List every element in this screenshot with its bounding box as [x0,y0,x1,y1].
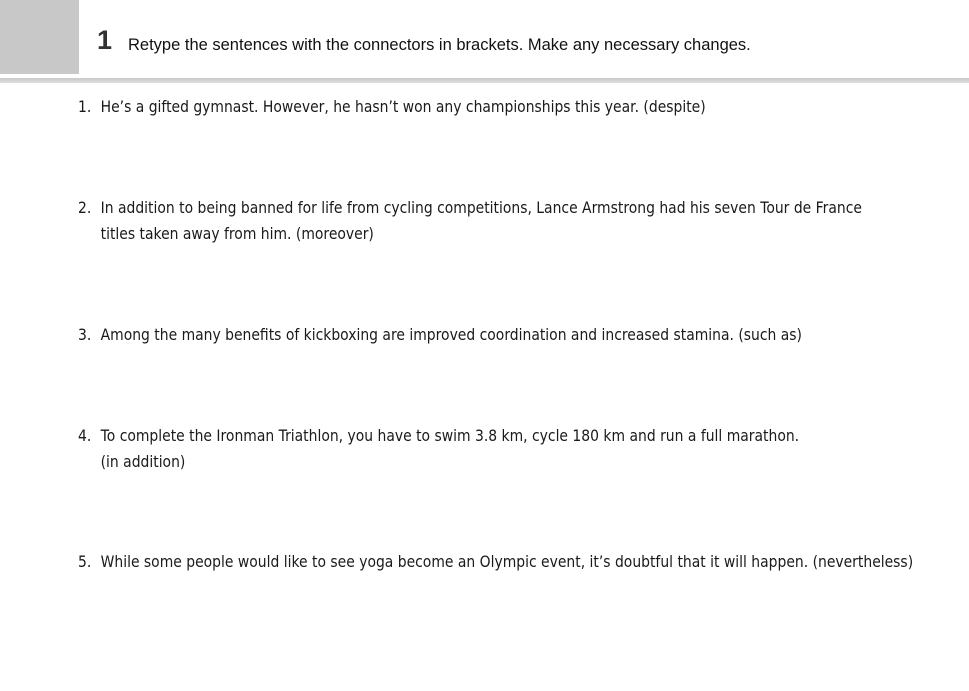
exercise-number: 1 [97,25,113,55]
item-number: 1. [78,97,92,116]
item-number: 2. [78,198,92,217]
item-line: In addition to being banned for life from cycling competitions, Lance Armstrong had his seven Tour de France [100,198,862,217]
exercise-item-5 [78,549,914,575]
item-number: 5. [78,552,92,571]
item-number: 4. [78,426,92,445]
header-gray-block [0,0,79,74]
exercise-item-1 [78,94,848,120]
item-line: titles taken away from him. (moreover) [100,224,374,243]
exercise-item-2 [78,195,862,247]
item-line: (in addition) [100,452,186,471]
item-sentence [101,94,848,120]
item-line: While some people would like to see yoga become an Olympic event, it’s doubtful that it will happen. (nevertheless) [100,552,914,571]
item-sentence [101,423,848,475]
item-sentence [100,549,914,575]
item-sentence [101,322,848,348]
exercise-item-3 [78,322,848,348]
item-line: He’s a gifted gymnast. However, he hasn’t won any championships this year. (despite) [100,97,706,116]
item-number: 3. [78,325,92,344]
exercise-header [0,0,969,78]
exercise-item-4 [78,423,848,475]
item-line: To complete the Ironman Triathlon, you have to swim 3.8 km, cycle 180 km and run a full marathon. [100,426,800,445]
item-sentence [100,195,862,247]
item-line: Among the many benefits of kickboxing are improved coordination and increased stamina. (such as) [100,325,802,344]
exercise-instruction: Retype the sentences with the connectors in brackets. Make any necessary changes. [128,36,751,54]
header-divider [0,78,969,83]
